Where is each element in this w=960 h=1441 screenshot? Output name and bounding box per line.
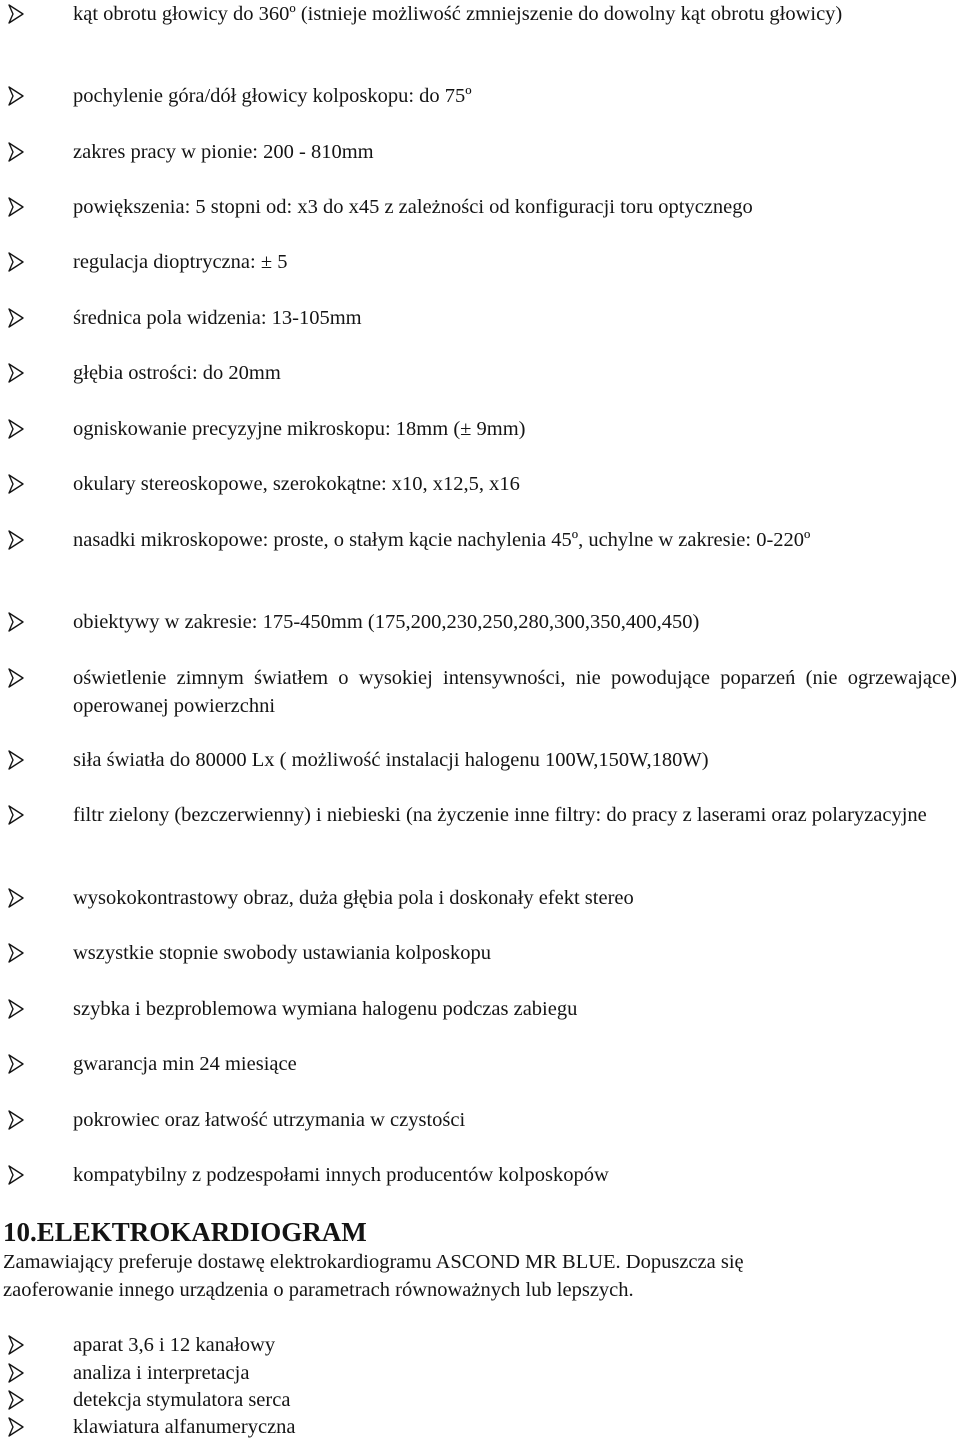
arrow-bullet-icon (7, 668, 25, 688)
arrow-bullet-icon (7, 530, 25, 550)
list-item-text: aparat 3,6 i 12 kanałowy (73, 1334, 276, 1356)
arrow-bullet-icon (7, 888, 25, 908)
list-item-text: średnica pola widzenia: 13-105mm (73, 307, 362, 329)
arrow-bullet-icon (7, 86, 25, 106)
arrow-bullet-icon (7, 363, 25, 383)
list-item-text: obiektywy w zakresie: 175-450mm (175,200,230,250,280,300,350,400,450) (73, 611, 700, 633)
arrow-bullet-icon (7, 4, 25, 24)
arrow-bullet-icon (7, 1390, 25, 1410)
list-item-text: zakres pracy w pionie: 200 - 810mm (73, 141, 374, 163)
arrow-bullet-icon (7, 474, 25, 494)
arrow-bullet-icon (7, 612, 25, 632)
arrow-bullet-icon (7, 1165, 25, 1185)
list-item-text: głębia ostrości: do 20mm (73, 362, 281, 384)
arrow-bullet-icon (7, 1110, 25, 1130)
list-item-text: regulacja dioptryczna: ± 5 (73, 251, 288, 273)
section-paragraph-line: Zamawiający preferuje dostawę elektrokardiogramu ASCOND MR BLUE. Dopuszcza się (3, 1251, 744, 1273)
list-item-text: wszystkie stopnie swobody ustawiania kolposkopu (73, 942, 491, 964)
list-item-text: siła światła do 80000 Lx ( możliwość instalacji halogenu 100W,150W,180W) (73, 749, 709, 771)
arrow-bullet-icon (7, 999, 25, 1019)
arrow-bullet-icon (7, 308, 25, 328)
arrow-bullet-icon (7, 197, 25, 217)
list-item-text: wysokokontrastowy obraz, duża głębia pola i doskonały efekt stereo (73, 887, 634, 909)
arrow-bullet-icon (7, 419, 25, 439)
list-item-text: ogniskowanie precyzyjne mikroskopu: 18mm (± 9mm) (73, 418, 526, 440)
list-item-text: kompatybilny z podzespołami innych producentów kolposkopów (73, 1164, 609, 1186)
list-item-text: okulary stereoskopowe, szerokokątne: x10, x12,5, x16 (73, 473, 520, 495)
list-item-text: oświetlenie zimnym światłem o wysokiej intensywności, nie powodujące poparzeń (nie ogrzewające) operowanej powierzchni (73, 667, 957, 717)
arrow-bullet-icon (7, 1335, 25, 1355)
list-item-text: klawiatura alfanumeryczna (73, 1416, 296, 1438)
list-item-text: nasadki mikroskopowe: proste, o stałym kącie nachylenia 45º, uchylne w zakresie: 0-220º (73, 529, 811, 551)
list-item-text: szybka i bezproblemowa wymiana halogenu podczas zabiegu (73, 998, 578, 1020)
arrow-bullet-icon (7, 805, 25, 825)
list-item-text: pokrowiec oraz łatwość utrzymania w czystości (73, 1109, 466, 1131)
list-item-text: powiększenia: 5 stopni od: x3 do x45 z zależności od konfiguracji toru optycznego (73, 196, 753, 218)
list-item-text: kąt obrotu głowicy do 360º (istnieje możliwość zmniejszenie do dowolny kąt obrotu głowicy) (73, 3, 843, 25)
arrow-bullet-icon (7, 1054, 25, 1074)
arrow-bullet-icon (7, 252, 25, 272)
list-item-text: filtr zielony (bezczerwienny) i niebieski (na życzenie inne filtry: do pracy z laserami oraz polaryzacyjne (73, 804, 927, 826)
list-item-text: analiza i interpretacja (73, 1362, 250, 1384)
arrow-bullet-icon (7, 750, 25, 770)
list-item-text: detekcja stymulatora serca (73, 1389, 291, 1411)
arrow-bullet-icon (7, 1363, 25, 1383)
section-heading: 10.ELEKTROKARDIOGRAM (3, 1217, 367, 1247)
arrow-bullet-icon (7, 1417, 25, 1437)
list-item-text: pochylenie góra/dół głowicy kolposkopu: do 75º (73, 85, 472, 107)
section-paragraph-line: zaoferowanie innego urządzenia o parametrach równoważnych lub lepszych. (3, 1279, 634, 1301)
list-item-text: gwarancja min 24 miesiące (73, 1053, 297, 1075)
arrow-bullet-icon (7, 142, 25, 162)
arrow-bullet-icon (7, 943, 25, 963)
